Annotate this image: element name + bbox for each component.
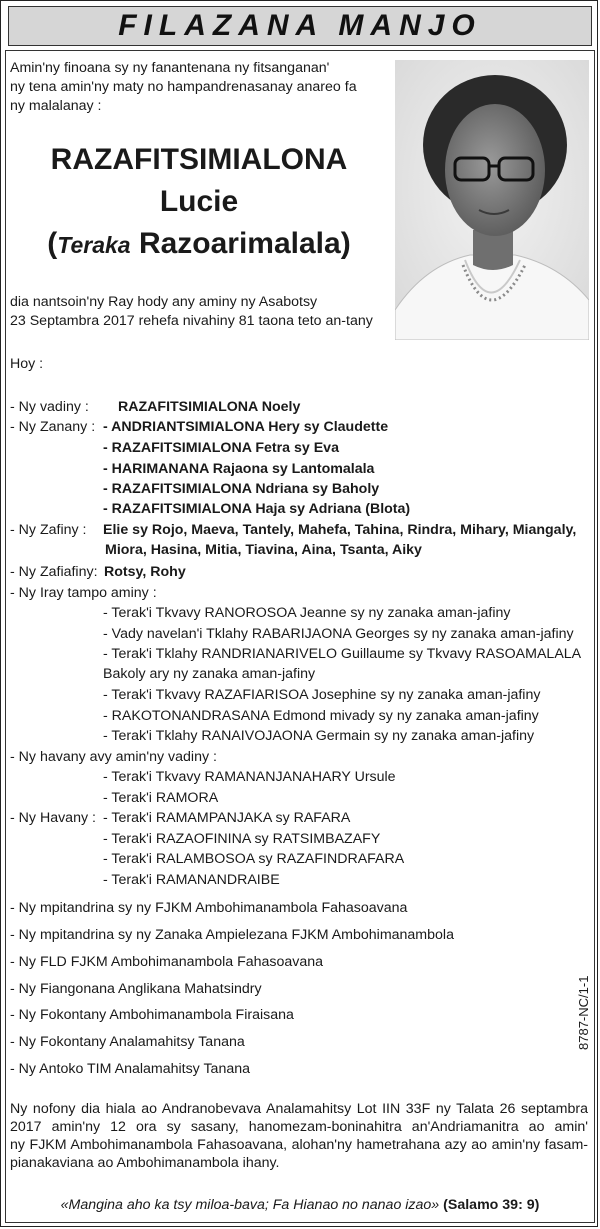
zafiny-line-2: Miora, Hasina, Mitia, Tiavina, Aina, Tsanta, Aiky bbox=[105, 542, 422, 558]
funeral-line: ny FJKM Ambohimanambola Fahasoavana, alohan'ny hametrahana azy ao amin'ny fasam- bbox=[10, 1137, 588, 1153]
zafiafiny-label: - Ny Zafiafiny: bbox=[10, 564, 98, 580]
zanany-item: - HARIMANANA Rajaona sy Lantomalala bbox=[103, 461, 375, 477]
organization-item: - Ny mpitandrina sy ny Zanaka Ampielezana FJKM Ambohimanambola bbox=[10, 927, 454, 943]
vadiny-label: - Ny vadiny : bbox=[10, 399, 89, 415]
deceased-photo bbox=[395, 60, 589, 340]
maiden-name: Razoarimalala bbox=[138, 227, 341, 260]
organization-item: - Ny Fokontany Analamahitsy Tanana bbox=[10, 1034, 245, 1050]
zafiny-line-1: Elie sy Rojo, Maeva, Tantely, Mahefa, Tahina, Rindra, Mihary, Miangaly, bbox=[103, 522, 577, 538]
verse-text: «Mangina aho ka tsy miloa-bava; Fa Hianao no nanao izao» bbox=[60, 1197, 440, 1213]
vadiny-name: RAZAFITSIMIALONA Noely bbox=[118, 399, 301, 415]
organization-item: - Ny Antoko TIM Analamahitsy Tanana bbox=[10, 1061, 250, 1077]
reference-number: 8787-NC/1-1 bbox=[576, 975, 591, 1050]
intro-line-1: Amin'ny finoana sy ny fanantenana ny fitsanganan' bbox=[10, 60, 330, 76]
iray-tampo-item: Bakoly ary ny zanaka aman-jafiny bbox=[103, 666, 316, 682]
iray-tampo-item: - Terak'i Tkvavy RAZAFIARISOA Josephine sy ny zanaka aman-jafiny bbox=[103, 687, 541, 703]
iray-tampo-item: - Terak'i Tklahy RANDRIANARIVELO Guillaume sy Tkvavy RASOAMALALA bbox=[103, 646, 582, 662]
intro-line-2: ny tena amin'ny maty no hampandrenasanay anareo fa bbox=[10, 79, 357, 95]
iray-tampo-item: - Vady navelan'i Tklahy RABARIJAONA Georges sy ny zanaka aman-jafiny bbox=[103, 626, 574, 642]
havany-vadiny-item: - Terak'i Tkvavy RAMANANJANAHARY Ursule bbox=[103, 769, 396, 785]
funeral-paragraph bbox=[10, 1100, 588, 1172]
havany-item: - Terak'i RAMAMPANJAKA sy RAFARA bbox=[103, 810, 351, 826]
havany-item: - Terak'i RALAMBOSOA sy RAZAFINDRAFARA bbox=[103, 851, 405, 867]
zafiafiny-names: Rotsy, Rohy bbox=[104, 564, 186, 580]
funeral-line: 2017 amin'ny 12 ora sy sasany, hanomezam-boninahitra an'Andriamanitra ao amin' bbox=[10, 1119, 588, 1135]
funeral-line: Ny nofony dia hiala ao Andranobevava Analamahitsy Lot IIN 33F ny Talata 26 septambra bbox=[10, 1101, 588, 1117]
zafiny-label: - Ny Zafiny : bbox=[10, 522, 87, 538]
havany-label: - Ny Havany : bbox=[10, 810, 96, 826]
havany-vadiny-item: - Terak'i RAMORA bbox=[103, 790, 219, 806]
zanany-label: - Ny Zanany : bbox=[10, 419, 96, 435]
death-notice-line-2: 23 Septambra 2017 rehefa nivahiny 81 taona teto an-tany bbox=[10, 313, 373, 329]
zanany-item: - ANDRIANTSIMIALONA Hery sy Claudette bbox=[103, 419, 389, 435]
zanany-item: - RAZAFITSIMIALONA Fetra sy Eva bbox=[103, 440, 339, 456]
deceased-surname: RAZAFITSIMIALONA bbox=[50, 143, 348, 176]
teraka-label: Teraka bbox=[57, 232, 131, 258]
verse-reference: (Salamo 39: 9) bbox=[443, 1197, 540, 1213]
zanany-item: - RAZAFITSIMIALONA Haja sy Adriana (Blota) bbox=[103, 501, 411, 517]
iray-tampo-label: - Ny Iray tampo aminy : bbox=[10, 585, 157, 601]
deceased-maiden-name-line: (Teraka Razoarimalala) bbox=[47, 227, 351, 260]
zanany-item: - RAZAFITSIMIALONA Ndriana sy Baholy bbox=[103, 481, 380, 497]
deceased-given-name: Lucie bbox=[159, 185, 239, 218]
death-notice-line-1: dia nantsoin'ny Ray hody any aminy ny Asabotsy bbox=[10, 294, 318, 310]
intro-line-3: ny malalanay : bbox=[10, 98, 102, 114]
organization-item: - Ny Fokontany Ambohimanambola Firaisana bbox=[10, 1007, 294, 1023]
hoy-label: Hoy : bbox=[10, 356, 44, 372]
closing-verse bbox=[0, 1197, 600, 1213]
notice-title: FILAZANA MANJO bbox=[118, 9, 482, 42]
notice-header bbox=[8, 6, 592, 46]
organization-item: - Ny mpitandrina sy ny FJKM Ambohimanambola Fahasoavana bbox=[10, 900, 408, 916]
iray-tampo-item: - Terak'i Tklahy RANAIVOJAONA Germain sy ny zanaka aman-jafiny bbox=[103, 728, 535, 744]
havany-item: - Terak'i RAMANANDRAIBE bbox=[103, 872, 280, 888]
organization-item: - Ny Fiangonana Anglikana Mahatsindry bbox=[10, 981, 262, 997]
iray-tampo-item: - Terak'i Tkvavy RANOROSOA Jeanne sy ny zanaka aman-jafiny bbox=[103, 605, 511, 621]
havany-item: - Terak'i RAZAOFININA sy RATSIMBAZAFY bbox=[103, 831, 381, 847]
organization-item: - Ny FLD FJKM Ambohimanambola Fahasoavana bbox=[10, 954, 324, 970]
havany-vadiny-label: - Ny havany avy amin'ny vadiny : bbox=[10, 749, 217, 765]
funeral-line: pianakaviana ao Ambohimanambola ihany. bbox=[10, 1155, 280, 1171]
iray-tampo-item: - RAKOTONANDRASANA Edmond mivady sy ny zanaka aman-jafiny bbox=[103, 708, 539, 724]
